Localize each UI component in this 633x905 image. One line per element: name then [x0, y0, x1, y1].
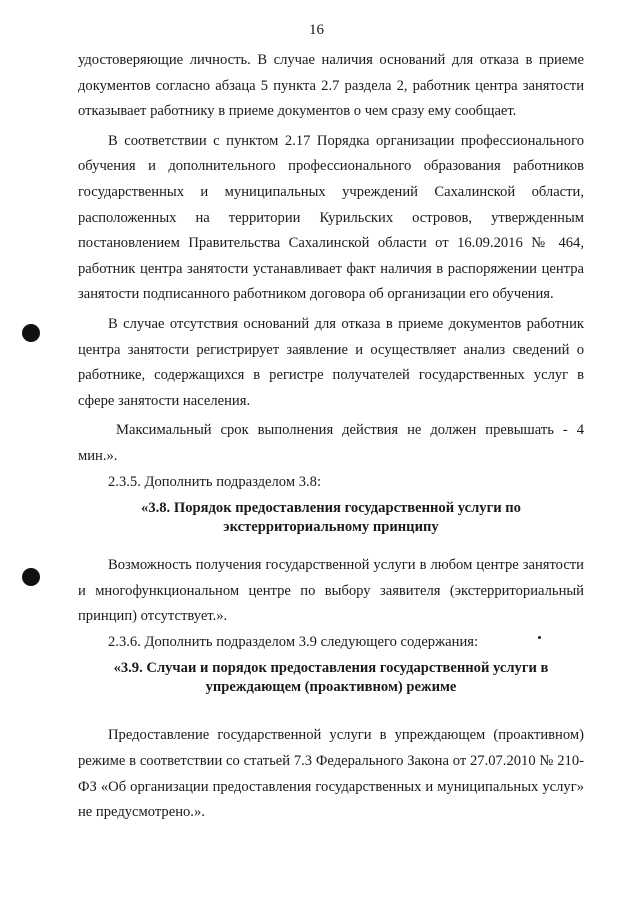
punch-hole-bottom	[22, 568, 40, 586]
paragraph-3: В случае отсутствия оснований для отказа в приеме документов работник центра занятости регистрирует заявление и осуществляет анализ сведений о работнике, содержащихся в регистре получателей государственных услуг в сфере занятости населения.	[78, 315, 584, 409]
paragraph-8: Предоставление государственной услуги в упреждающем (проактивном) режиме в соответствии со статьей 7.3 Федерального Закона от 27.07.2010 № 210-ФЗ «Об организации предоставления государственных и муниципальных услуг» не предусмотрено.».	[78, 727, 584, 821]
paragraph-6: Возможность получения государственной услуги в любом центре занятости и многофункциональном центре по выбору заявителя (экстерриториальный принцип) отсутствует.».	[78, 557, 584, 625]
section-heading-3-8: «3.8. Порядок предоставления государственной услуги по экстерриториальному принципу	[141, 500, 521, 536]
paragraph-2: В соответствии с пунктом 2.17 Порядка организации профессионального обучения и дополнительного профессионального образования работников государственных и муниципальных учреждений Сахалинской области, расположенных на территории Курильских островов, утвержденным постановлением Правительства Сахалинской области от 16.09.2016 № 464, работник центра занятости устанавливает факт наличия в распоряжении центра занятости подписанного работником договора об организации его обучения.	[78, 132, 584, 303]
section-heading-3-9: «3.9. Случаи и порядок предоставления государственной услуги в упреждающем (проактивном) режиме	[113, 660, 549, 696]
paragraph-1: удостоверяющие личность. В случае наличия оснований для отказа в приеме документов согласно абзаца 5 пункта 2.7 раздела 2, работник центра занятости отказывает работнику в приеме документов о чем сразу ему сообщает.	[78, 52, 584, 120]
document-body	[78, 48, 584, 826]
page-number: 16	[309, 22, 324, 38]
punch-hole-top	[22, 324, 40, 342]
paragraph-7: 2.3.6. Дополнить подразделом 3.9 следующего содержания:	[108, 633, 479, 650]
paragraph-5: 2.3.5. Дополнить подразделом 3.8:	[108, 473, 322, 490]
paragraph-4: Максимальный срок выполнения действия не должен превышать - 4 мин.».	[78, 422, 584, 464]
